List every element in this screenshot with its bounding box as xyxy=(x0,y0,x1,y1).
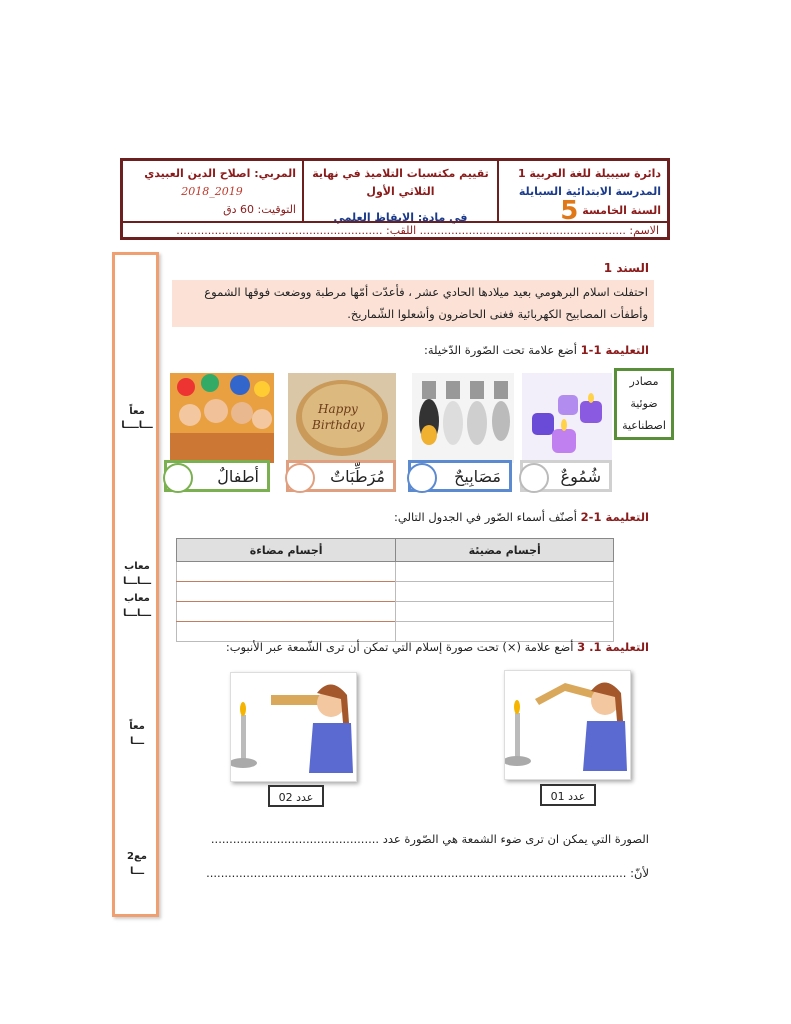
table-cell[interactable] xyxy=(396,602,614,622)
task3-instruction xyxy=(226,640,649,654)
criteria-label-3: معاب xyxy=(124,593,150,604)
card-kids[interactable] xyxy=(164,460,270,492)
answer-circle-bulbs[interactable] xyxy=(407,463,437,493)
school-info xyxy=(497,161,667,226)
criteria-score-1: ـــاــــا xyxy=(121,420,153,431)
grade-line xyxy=(505,196,661,226)
answer-line-1[interactable]: الصورة التي يمكن ان ترى ضوء الشمعة هي الصّورة عدد .............................................. xyxy=(210,832,649,846)
answer-circle-cake[interactable] xyxy=(285,463,315,493)
assessment-subject: في مادة: الايقاظ العلمي xyxy=(333,211,468,224)
svg-text:Happy: Happy xyxy=(318,402,358,416)
school-year: 2019_2018 xyxy=(181,185,243,198)
table-cell[interactable] xyxy=(396,622,614,642)
criteria-score-4: ـــا xyxy=(129,736,144,747)
card-candles-label: شُمُوعٌ xyxy=(560,467,601,486)
criteria-score-5: ـــا xyxy=(129,866,144,877)
table-cell[interactable] xyxy=(396,562,614,582)
card-cake[interactable] xyxy=(286,460,396,492)
criteria-sidebar xyxy=(112,252,159,917)
card-cake-label: مُرَطِّبَاتٌ xyxy=(330,467,385,486)
answer-circle-candles[interactable] xyxy=(519,463,549,493)
criteria-label-1: معاً xyxy=(129,406,145,417)
sources-box xyxy=(614,368,674,440)
situation-title: السند 1 xyxy=(603,261,649,275)
answer-line-2[interactable]: لأنّ: ................................................................................................................... xyxy=(206,866,649,880)
col-luminous: أجسام مضيئة xyxy=(396,539,614,562)
candles-image xyxy=(522,373,612,463)
table-cell[interactable] xyxy=(177,602,396,622)
teacher-info xyxy=(122,161,302,221)
teacher-name: المربي: اصلاح الدين العبيدي xyxy=(144,167,296,180)
task1-instruction xyxy=(424,343,649,357)
school-line2: المدرسة الابتدائية السبايلة xyxy=(518,185,661,198)
criteria-label-4: معاً xyxy=(129,721,145,732)
criteria-label-5: مع2 xyxy=(127,851,147,862)
cake-image xyxy=(288,373,396,463)
bulbs-image xyxy=(412,373,514,463)
duration: التوقيت: 60 دق xyxy=(223,203,296,216)
criteria-score-3: ـــاـــا xyxy=(122,608,152,619)
kids-image xyxy=(170,373,274,463)
sources-line1: مصادر xyxy=(629,375,659,388)
card-candles[interactable] xyxy=(520,460,612,492)
col-lit: أجسام مضاءة xyxy=(177,539,396,562)
school-line1: دائرة سيبيلة للغة العربية 1 xyxy=(517,167,661,180)
kids-icon xyxy=(170,373,274,463)
sources-line2: ضوئية xyxy=(630,397,658,410)
task2-label: التعليمة 1-2 xyxy=(580,510,649,524)
assessment-info xyxy=(302,161,497,224)
scene-straight-tube xyxy=(230,672,357,782)
table-cell[interactable] xyxy=(177,582,396,602)
classification-table xyxy=(176,538,614,642)
girl-bent-tube-icon xyxy=(505,671,630,779)
girl-straight-tube-icon xyxy=(231,673,356,781)
task1-label: التعليمة 1-1 xyxy=(580,343,649,357)
task2-text: أصنّف أسماء الصّور في الجدول التالي: xyxy=(394,510,577,524)
table-cell[interactable] xyxy=(396,582,614,602)
assessment-title: تقييم مكتسبات التلاميذ في نهاية الثلاثي الأول xyxy=(312,167,489,198)
card-kids-label: أطفالٌ xyxy=(217,467,259,486)
card-bulbs-label: مَصَابِيحٌ xyxy=(454,467,501,486)
name-row[interactable]: الاسم: ........................................................... اللقب: ........................................................... xyxy=(123,221,667,240)
scene-bent-tube xyxy=(504,670,631,780)
criteria-score-2: ـــاـــا xyxy=(122,576,152,587)
scene-number-01[interactable]: عدد 01 xyxy=(540,784,596,806)
scene-number-02[interactable]: عدد 02 xyxy=(268,785,324,807)
candles-icon xyxy=(522,373,612,463)
grade-label: السنة الخامسة xyxy=(582,204,661,217)
criteria-label-2: معاب xyxy=(124,561,150,572)
cake-icon xyxy=(288,373,396,463)
grade-number: 5 xyxy=(560,196,579,226)
card-bulbs[interactable] xyxy=(408,460,512,492)
task2-instruction xyxy=(394,510,649,524)
table-cell[interactable] xyxy=(177,562,396,582)
task1-text: أضع علامة تحت الصّورة الدّخيلة: xyxy=(423,343,577,357)
situation-text: احتفلت اسلام البرهومي بعيد ميلادها الحادي عشر ، فأعدّت أمّها مرطبة ووضعت فوقها الشموع وأطفأت المصابيح الكهربائية فغنى الحاضرون وأشعلوا الشّماريخ. xyxy=(172,280,654,327)
task3-text: أضع علامة (×) تحت صورة إسلام التي تمكن أن ترى الشّمعة عبر الأنبوب: xyxy=(225,640,574,654)
task3-label: التعليمة 1. 3 xyxy=(577,640,649,654)
bulbs-icon xyxy=(412,373,514,463)
svg-text:Birthday: Birthday xyxy=(312,418,365,432)
answer-circle-kids[interactable] xyxy=(163,463,193,493)
header-box xyxy=(120,158,670,240)
table-cell[interactable] xyxy=(177,622,396,642)
sources-line3: اصطناعية xyxy=(622,419,666,432)
